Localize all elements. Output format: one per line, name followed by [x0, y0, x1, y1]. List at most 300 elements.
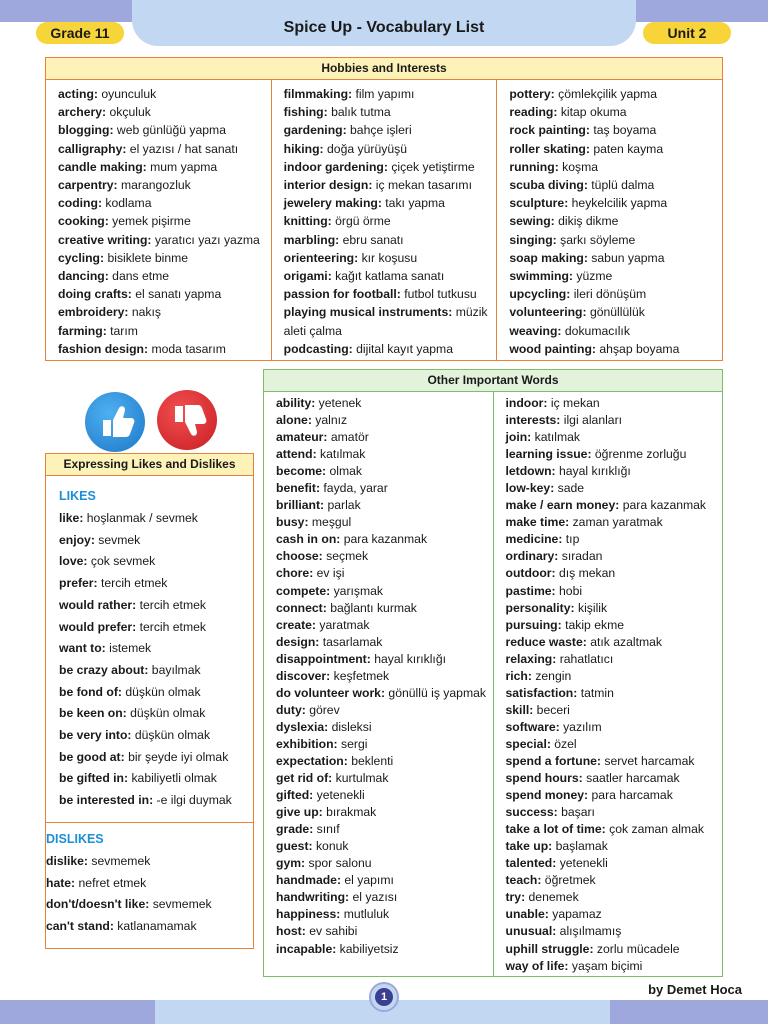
- vocab-translation: el yazısı: [352, 890, 398, 905]
- vocab-translation: para harcamak: [591, 788, 673, 803]
- vocab-translation: katlanamamak: [117, 918, 197, 933]
- vocab-entry: [276, 429, 489, 446]
- vocab-entry: [284, 194, 489, 212]
- vocab-entry: [506, 753, 719, 770]
- vocab-entry: [509, 231, 714, 249]
- vocab-entry: [276, 906, 489, 923]
- vocab-translation: balık tutma: [331, 105, 391, 120]
- vocab-entry: [59, 660, 253, 682]
- vocab-entry: [509, 285, 714, 303]
- vocab-term: rock painting:: [509, 123, 590, 138]
- vocab-entry: [506, 958, 719, 975]
- vocab-term: spend hours:: [505, 771, 583, 786]
- vocab-entry: [58, 158, 263, 176]
- vocab-entry: [506, 702, 719, 719]
- vocab-term: farming:: [58, 323, 107, 338]
- likes-list: [59, 508, 253, 812]
- vocab-translation: yetenekli: [559, 856, 608, 871]
- vocab-entry: [276, 770, 489, 787]
- vocab-translation: tarım: [110, 323, 138, 338]
- vocab-translation: zorlu mücadele: [596, 941, 680, 956]
- vocab-entry: [509, 176, 714, 194]
- vocab-translation: katılmak: [534, 430, 581, 445]
- vocab-term: uphill struggle:: [505, 941, 594, 956]
- vocab-translation: el yapımı: [344, 873, 394, 888]
- vocab-entry: [506, 446, 719, 463]
- vocab-entry: [509, 140, 714, 158]
- vocab-entry: [58, 194, 263, 212]
- vocab-term: design:: [276, 634, 320, 649]
- header-left-band: [0, 0, 132, 22]
- vocab-term: grade:: [276, 822, 314, 837]
- vocab-entry: [59, 508, 253, 530]
- vocab-term: handmade:: [276, 873, 342, 888]
- vocab-term: unable:: [505, 907, 549, 922]
- vocab-entry: [59, 682, 253, 704]
- vocab-translation: tatmin: [580, 685, 614, 700]
- vocab-translation: kağıt katlama sanatı: [335, 269, 445, 284]
- vocab-term: compete:: [276, 583, 331, 598]
- vocab-translation: sabun yapma: [591, 250, 665, 265]
- vocab-translation: nakış: [131, 305, 161, 320]
- vocab-term: jewelery making:: [283, 196, 382, 211]
- vocab-term: software:: [505, 719, 560, 734]
- vocab-entry: [276, 514, 489, 531]
- vocab-term: like:: [59, 511, 84, 525]
- hobbies-column-2: [272, 80, 498, 360]
- vocab-entry: [506, 634, 719, 651]
- vocab-translation: moda tasarım: [151, 341, 226, 356]
- vocab-term: reduce waste:: [505, 634, 587, 649]
- vocab-term: cycling:: [58, 250, 105, 265]
- vocab-translation: olmak: [329, 464, 363, 479]
- vocab-translation: tıp: [565, 532, 580, 547]
- vocab-entry: [58, 85, 263, 103]
- vocab-term: talented:: [505, 856, 557, 871]
- vocab-translation: çiçek yetiştirme: [391, 159, 475, 174]
- vocab-entry: [509, 194, 714, 212]
- vocab-translation: nefret etmek: [78, 875, 147, 890]
- vocab-entry: [276, 668, 489, 685]
- vocab-entry: [506, 719, 719, 736]
- vocab-term: sewing:: [509, 214, 555, 229]
- vocab-translation: dış mekan: [558, 566, 616, 581]
- vocab-term: dislike:: [46, 853, 88, 868]
- vocab-translation: saatler harcamak: [586, 771, 680, 786]
- vocab-term: personality:: [505, 600, 575, 615]
- vocab-term: embroidery:: [58, 305, 129, 320]
- vocab-term: carpentry:: [58, 178, 118, 193]
- vocab-entry: [276, 583, 489, 600]
- dislikes-label: DISLIKES: [46, 831, 104, 846]
- vocab-entry: [276, 685, 489, 702]
- vocab-term: be crazy about:: [59, 662, 149, 677]
- vocab-term: chore:: [276, 566, 314, 581]
- vocab-entry: [59, 595, 253, 617]
- vocab-entry: [506, 497, 719, 514]
- vocab-term: way of life:: [505, 958, 569, 973]
- vocab-entry: [506, 429, 719, 446]
- vocab-term: would rather:: [59, 597, 137, 612]
- vocab-translation: para kazanmak: [343, 532, 428, 547]
- vocab-entry: [276, 480, 489, 497]
- vocab-entry: [506, 565, 719, 582]
- vocab-translation: el yazısı / hat sanatı: [129, 141, 239, 156]
- vocab-entry: [276, 804, 489, 821]
- vocab-term: knitting:: [283, 214, 332, 229]
- vocab-translation: gönüllü iş yapmak: [388, 685, 486, 700]
- vocab-entry: [276, 889, 489, 906]
- vocab-term: doing crafts:: [58, 287, 132, 302]
- vocab-translation: konuk: [315, 839, 349, 854]
- vocab-translation: paten kayma: [593, 141, 664, 156]
- vocab-term: be gifted in:: [59, 771, 129, 786]
- vocab-translation: şarkı söyleme: [560, 232, 636, 247]
- vocab-translation: başlamak: [555, 839, 608, 854]
- vocab-translation: tercih etmek: [139, 619, 206, 634]
- vocab-translation: yaratıcı yazı yazma: [154, 232, 260, 247]
- vocab-entry: [276, 651, 489, 668]
- vocab-term: fashion design:: [58, 341, 149, 356]
- vocab-translation: bağlantı kurmak: [330, 600, 417, 615]
- vocab-entry: [284, 303, 489, 339]
- vocab-entry: [506, 821, 719, 838]
- vocab-term: gardening:: [283, 123, 347, 138]
- vocab-term: disappointment:: [276, 651, 371, 666]
- vocab-term: indoor gardening:: [283, 159, 388, 174]
- vocab-entry: [506, 804, 719, 821]
- vocab-term: singing:: [509, 232, 557, 247]
- vocab-term: sculpture:: [509, 196, 569, 211]
- vocab-entry: [58, 231, 263, 249]
- vocab-translation: marangozluk: [121, 178, 191, 193]
- vocab-entry: [506, 685, 719, 702]
- vocab-term: guest:: [276, 839, 313, 854]
- vocab-translation: sıradan: [561, 549, 603, 564]
- vocab-term: be good at:: [59, 749, 125, 764]
- vocab-term: become:: [276, 464, 327, 479]
- vocab-term: letdown:: [505, 464, 556, 479]
- vocab-translation: örgü örme: [335, 214, 391, 229]
- vocab-translation: okçuluk: [109, 105, 151, 120]
- vocab-translation: yaratmak: [319, 617, 370, 632]
- vocab-term: create:: [276, 617, 316, 632]
- vocab-term: satisfaction:: [505, 685, 578, 700]
- vocab-entry: [284, 85, 489, 103]
- vocab-term: do volunteer work:: [276, 685, 386, 700]
- vocab-translation: yetenek: [318, 396, 362, 410]
- vocab-term: weaving:: [509, 323, 562, 338]
- footer-left-band: [0, 1000, 155, 1024]
- vocab-term: pastime:: [505, 583, 556, 598]
- vocab-term: relaxing:: [505, 651, 557, 666]
- vocab-term: marbling:: [283, 232, 340, 247]
- vocab-term: indoor:: [505, 396, 548, 410]
- vocab-entry: [509, 158, 714, 176]
- hobbies-section: [45, 57, 723, 361]
- vocab-term: calligraphy:: [58, 141, 127, 156]
- vocab-term: volunteering:: [509, 305, 587, 320]
- vocab-translation: para kazanmak: [622, 498, 707, 513]
- vocab-term: upcycling:: [509, 287, 571, 302]
- vocab-entry: [506, 787, 719, 804]
- vocab-term: hiking:: [283, 141, 324, 156]
- vocab-translation: -e ilgi duymak: [156, 793, 232, 808]
- vocab-entry: [59, 790, 253, 812]
- thumbs-down-icon: [157, 390, 217, 450]
- vocab-term: teach:: [505, 873, 542, 888]
- vocab-entry: [58, 322, 263, 340]
- vocab-term: can't stand:: [46, 918, 114, 933]
- vocab-translation: ilgi alanları: [563, 413, 623, 428]
- vocab-term: would prefer:: [59, 619, 137, 634]
- vocab-entry: [276, 617, 489, 634]
- vocab-translation: mutluluk: [343, 907, 390, 922]
- vocab-term: want to:: [59, 641, 106, 656]
- vocab-entry: [58, 267, 263, 285]
- vocab-term: host:: [276, 924, 306, 939]
- vocab-entry: [59, 703, 253, 725]
- vocab-term: creative writing:: [58, 232, 152, 247]
- vocab-term: spend a fortune:: [505, 753, 601, 768]
- vocab-translation: yarışmak: [333, 583, 384, 598]
- vocab-translation: tüplü dalma: [591, 178, 655, 193]
- vocab-term: acting:: [58, 87, 98, 101]
- vocab-translation: ahşap boyama: [599, 341, 680, 356]
- vocab-entry: [284, 249, 489, 267]
- vocab-entry: [46, 916, 253, 938]
- vocab-translation: bayılmak: [151, 662, 201, 677]
- vocab-term: playing musical instruments:: [283, 305, 453, 320]
- vocab-term: candle making:: [58, 159, 147, 174]
- vocab-term: unusual:: [505, 924, 557, 939]
- vocab-entry: [58, 249, 263, 267]
- vocab-translation: sevmemek: [91, 853, 151, 868]
- vocab-entry: [506, 906, 719, 923]
- vocab-translation: sevmek: [98, 532, 141, 547]
- vocab-term: scuba diving:: [509, 178, 588, 193]
- vocab-term: filmmaking:: [283, 87, 353, 101]
- vocab-translation: seçmek: [326, 549, 369, 564]
- vocab-entry: [59, 725, 253, 747]
- vocab-translation: beklenti: [351, 753, 394, 768]
- vocab-translation: spor salonu: [308, 856, 372, 871]
- vocab-term: podcasting:: [283, 341, 353, 356]
- page-number: 1: [375, 988, 393, 1006]
- vocab-term: benefit:: [276, 481, 321, 496]
- vocab-translation: öğretmek: [544, 873, 596, 888]
- vocab-term: coding:: [58, 196, 103, 211]
- vocab-term: pursuing:: [505, 617, 562, 632]
- vocab-entry: [59, 617, 253, 639]
- vocab-entry: [506, 838, 719, 855]
- vocab-term: alone:: [276, 413, 312, 428]
- vocab-translation: servet harcamak: [604, 753, 695, 768]
- vocab-entry: [506, 617, 719, 634]
- vocab-entry: [59, 638, 253, 660]
- vocab-translation: ev işi: [316, 566, 345, 581]
- vocab-translation: ebru sanatı: [342, 232, 404, 247]
- vocab-translation: koşma: [562, 159, 599, 174]
- vocab-entry: [284, 140, 489, 158]
- vocab-term: brilliant:: [276, 498, 325, 513]
- vocab-translation: alışılmamış: [559, 924, 622, 939]
- vocab-translation: hayal kırıklığı: [559, 464, 631, 479]
- vocab-entry: [509, 267, 714, 285]
- vocab-translation: film yapımı: [355, 87, 415, 101]
- vocab-term: medicine:: [505, 532, 563, 547]
- vocab-translation: bırakmak: [326, 805, 377, 820]
- vocab-translation: fayda, yarar: [323, 481, 388, 496]
- vocab-translation: iç mekan tasarımı: [375, 178, 472, 193]
- vocab-term: make / earn money:: [505, 498, 620, 513]
- vocab-entry: [276, 446, 489, 463]
- vocab-translation: heykelcilik yapma: [571, 196, 668, 211]
- vocab-translation: taş boyama: [593, 123, 657, 138]
- vocab-term: special:: [505, 736, 551, 751]
- vocab-term: join:: [505, 430, 532, 445]
- vocab-term: archery:: [58, 105, 107, 120]
- vocab-translation: tercih etmek: [101, 576, 168, 591]
- thumbs-up-icon: [85, 392, 145, 452]
- vocab-term: enjoy:: [59, 532, 95, 547]
- vocab-translation: ev sahibi: [309, 924, 358, 939]
- vocab-term: origami:: [283, 269, 332, 284]
- vocab-translation: bahçe işleri: [350, 123, 412, 138]
- vocab-entry: [58, 140, 263, 158]
- vocab-translation: disleksi: [331, 719, 372, 734]
- vocab-translation: zengin: [535, 668, 572, 683]
- vocab-translation: denemek: [528, 890, 579, 905]
- vocab-term: choose:: [276, 549, 323, 564]
- vocab-term: rich:: [505, 668, 532, 683]
- vocab-entry: [284, 176, 489, 194]
- vocab-term: pottery:: [509, 87, 555, 101]
- vocab-translation: bir şeyde iyi olmak: [128, 749, 229, 764]
- vocab-term: be fond of:: [59, 684, 122, 699]
- vocab-entry: [509, 212, 714, 230]
- vocab-term: swimming:: [509, 269, 573, 284]
- vocab-entry: [506, 872, 719, 889]
- vocab-entry: [58, 103, 263, 121]
- vocab-term: hate:: [46, 875, 76, 890]
- vocab-translation: oyunculuk: [101, 87, 157, 101]
- author-credit: by Demet Hoca: [648, 982, 742, 997]
- vocab-term: orienteering:: [283, 250, 359, 265]
- vocab-entry: [506, 412, 719, 429]
- vocab-term: attend:: [276, 447, 317, 462]
- vocab-translation: tercih etmek: [139, 597, 206, 612]
- dislikes-list: [46, 851, 253, 938]
- vocab-entry: [284, 267, 489, 285]
- vocab-term: dancing:: [58, 269, 109, 284]
- vocab-entry: [509, 85, 714, 103]
- vocab-term: try:: [505, 890, 526, 905]
- page-number-badge: [369, 982, 399, 1012]
- vocab-translation: parlak: [327, 498, 361, 513]
- vocab-translation: kabiliyetli olmak: [131, 771, 217, 786]
- likes-label: LIKES: [59, 489, 96, 503]
- vocab-entry: [284, 340, 489, 358]
- vocab-term: running:: [509, 159, 559, 174]
- vocab-term: incapable:: [276, 941, 337, 956]
- vocab-translation: çömlekçilik yapma: [558, 87, 657, 101]
- vocab-term: fishing:: [283, 105, 328, 120]
- vocab-term: low-key:: [505, 481, 555, 496]
- vocab-entry: [276, 787, 489, 804]
- vocab-translation: meşgul: [311, 515, 352, 530]
- vocab-translation: dokumacılık: [564, 323, 630, 338]
- vocab-entry: [506, 583, 719, 600]
- vocab-entry: [276, 923, 489, 940]
- vocab-entry: [284, 285, 489, 303]
- vocab-translation: dijital kayıt yapma: [356, 341, 453, 356]
- vocab-translation: keşfetmek: [333, 668, 390, 683]
- vocab-term: discover:: [276, 668, 331, 683]
- vocab-entry: [59, 530, 253, 552]
- vocab-term: happiness:: [276, 907, 341, 922]
- vocab-term: passion for football:: [283, 287, 401, 302]
- vocab-entry: [509, 322, 714, 340]
- vocab-term: don't/doesn't like:: [46, 897, 150, 912]
- vocab-term: dyslexia:: [276, 719, 329, 734]
- vocab-term: roller skating:: [509, 141, 590, 156]
- page-title: Spice Up - Vocabulary List: [283, 19, 485, 36]
- vocab-translation: hayal kırıklığı: [374, 651, 446, 666]
- vocab-term: skill:: [505, 702, 534, 717]
- vocab-term: success:: [505, 805, 558, 820]
- vocab-translation: çok zaman almak: [609, 822, 704, 837]
- vocab-translation: kişilik: [577, 600, 608, 615]
- vocab-term: expectation:: [276, 753, 348, 768]
- vocab-term: ability:: [276, 396, 316, 410]
- vocab-translation: web günlüğü yapma: [116, 123, 226, 138]
- vocab-term: interests:: [505, 413, 561, 428]
- vocab-entry: [284, 158, 489, 176]
- vocab-entry: [58, 340, 263, 358]
- vocab-entry: [276, 634, 489, 651]
- vocab-translation: çok sevmek: [90, 554, 156, 569]
- vocab-translation: takip ekme: [565, 617, 625, 632]
- vocab-translation: doğa yürüyüşü: [327, 141, 407, 156]
- vocab-term: wood painting:: [509, 341, 596, 356]
- vocab-translation: kitap okuma: [560, 105, 627, 120]
- vocab-term: give up:: [276, 805, 323, 820]
- vocab-term: blogging:: [58, 123, 114, 138]
- vocab-entry: [284, 103, 489, 121]
- vocab-entry: [506, 480, 719, 497]
- vocab-term: learning issue:: [505, 447, 592, 462]
- vocab-entry: [276, 600, 489, 617]
- vocab-entry: [46, 851, 253, 873]
- vocab-translation: başarı: [561, 805, 595, 820]
- hobbies-column-3: [497, 80, 722, 360]
- vocab-translation: zaman yaratmak: [572, 515, 663, 530]
- vocab-entry: [276, 821, 489, 838]
- vocab-entry: [506, 514, 719, 531]
- vocab-entry: [59, 573, 253, 595]
- vocab-entry: [276, 872, 489, 889]
- vocab-term: connect:: [276, 600, 327, 615]
- vocab-translation: katılmak: [320, 447, 366, 462]
- vocab-entry: [506, 651, 719, 668]
- vocab-entry: [59, 768, 253, 790]
- vocab-entry: [276, 753, 489, 770]
- vocab-translation: futbol tutkusu: [404, 287, 477, 302]
- vocab-translation: düşkün olmak: [134, 728, 211, 743]
- vocab-entry: [506, 531, 719, 548]
- vocab-term: love:: [59, 554, 88, 569]
